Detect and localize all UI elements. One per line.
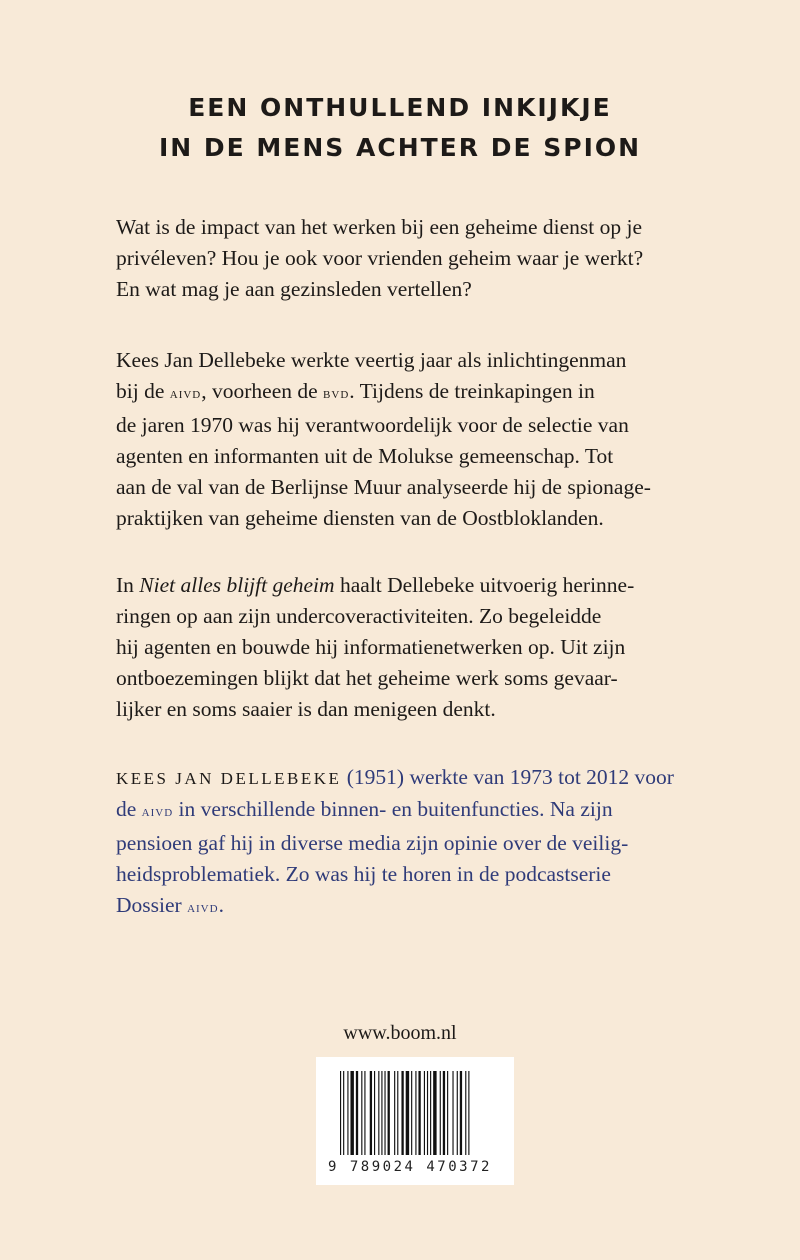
book-line-2: ringen op aan zijn undercoveractiviteiten. Zo begeleidde xyxy=(116,604,602,628)
career-line-2-mid: , voorheen de xyxy=(201,379,324,403)
bio-line-5-start: Dossier xyxy=(116,893,188,917)
career-line-3: de jaren 1970 was hij verantwoordelijk voor de selectie van xyxy=(116,413,629,437)
bio-line-5 xyxy=(116,890,716,924)
career-line-5: aan de val van de Berlijnse Muur analyseerde hij de spionage- xyxy=(116,475,651,499)
barcode-bar xyxy=(394,1071,395,1155)
barcode-bar xyxy=(370,1071,372,1155)
barcode-bar xyxy=(452,1071,453,1155)
bio-line-2 xyxy=(116,794,716,828)
career-line-4: agenten en informanten uit de Molukse gemeenschap. Tot xyxy=(116,444,614,468)
barcode-bar xyxy=(433,1071,436,1155)
barcode-bar xyxy=(350,1071,353,1155)
barcode-bar xyxy=(430,1071,431,1155)
career-line-2 xyxy=(116,376,716,410)
aivd-abbreviation: aivd xyxy=(169,386,202,402)
career-line-6: praktijken van geheime diensten van de Oostbloklanden. xyxy=(116,506,604,530)
book-line-1-start: In xyxy=(116,573,140,597)
career-line-2-end: . Tijdens de treinkapingen in xyxy=(349,379,595,403)
barcode-bar xyxy=(401,1071,403,1155)
bvd-abbreviation: bvd xyxy=(323,386,350,402)
barcode-bar xyxy=(406,1071,409,1155)
barcode-bar xyxy=(411,1071,412,1155)
book-line-1-end: haalt Dellebeke uitvoerig herinne- xyxy=(334,573,635,597)
barcode-bar xyxy=(381,1071,382,1155)
intro-line-3: En wat mag je aan gezinsleden vertellen? xyxy=(116,277,472,301)
bio-line-1-text: (1951) werkte van 1973 tot 2012 voor xyxy=(341,765,674,789)
barcode-bar xyxy=(340,1071,341,1155)
book-line-1 xyxy=(116,570,716,601)
barcode-bar xyxy=(347,1071,348,1155)
barcode-bar xyxy=(443,1071,445,1155)
bio-line-5-end: . xyxy=(218,893,224,917)
book-line-3: hij agenten en bouwde hij informatienetwerken op. Uit zijn xyxy=(116,635,626,659)
career-paragraph xyxy=(116,345,716,534)
author-bio xyxy=(116,762,716,924)
barcode-bar xyxy=(374,1071,375,1155)
bio-aivd-abbreviation-2: aivd xyxy=(187,900,219,916)
book-paragraph xyxy=(116,570,716,725)
book-line-4: ontboezemingen blijkt dat het geheime werk soms gevaar- xyxy=(116,666,618,690)
barcode xyxy=(316,1057,514,1185)
bio-line-2-start: de xyxy=(116,797,142,821)
barcode-bars xyxy=(338,1071,492,1159)
career-line-2-start: bij de xyxy=(116,379,170,403)
publisher-website: www.boom.nl xyxy=(343,1022,457,1044)
headline-line-2: IN DE MENS ACHTER DE SPION xyxy=(158,133,642,162)
barcode-bar xyxy=(361,1071,362,1155)
barcode-bar xyxy=(356,1071,358,1155)
barcode-bar xyxy=(460,1071,462,1155)
book-title: Niet alles blijft geheim xyxy=(139,573,335,597)
isbn-number: 9 789024 470372 xyxy=(328,1159,492,1175)
barcode-bar xyxy=(378,1071,379,1155)
bio-line-1 xyxy=(116,762,716,794)
intro-line-2: privéleven? Hou je ook voor vrienden geheim waar je werkt? xyxy=(116,246,644,270)
bio-line-2-end: in verschillende binnen- en buitenfuncties. Na zijn xyxy=(173,797,613,821)
barcode-bar xyxy=(424,1071,425,1155)
barcode-bar xyxy=(364,1071,365,1155)
book-line-5: lijker en soms saaier is dan menigeen denkt. xyxy=(116,697,496,721)
barcode-bar xyxy=(384,1071,385,1155)
barcode-bar xyxy=(343,1071,344,1155)
author-name: KEES JAN DELLEBEKE xyxy=(116,769,342,788)
barcode-bar xyxy=(418,1071,420,1155)
intro-paragraph xyxy=(116,212,716,305)
barcode-bar xyxy=(447,1071,448,1155)
barcode-bar xyxy=(427,1071,428,1155)
barcode-bar xyxy=(440,1071,441,1155)
barcode-bar xyxy=(457,1071,458,1155)
intro-line-1: Wat is de impact van het werken bij een geheime dienst op je xyxy=(116,215,643,239)
barcode-bar xyxy=(468,1071,469,1155)
bio-line-4: heidsproblematiek. Zo was hij te horen in de podcastserie xyxy=(116,862,611,886)
barcode-bar xyxy=(388,1071,390,1155)
career-line-1: Kees Jan Dellebeke werkte veertig jaar als inlichtingenman xyxy=(116,348,627,372)
headline-line-1: EEN ONTHULLEND INKIJKJE xyxy=(188,93,612,122)
headline xyxy=(0,88,800,168)
barcode-bar xyxy=(397,1071,398,1155)
bio-line-3: pensioen gaf hij in diverse media zijn opinie over de veilig- xyxy=(116,831,629,855)
bio-aivd-abbreviation: aivd xyxy=(141,804,174,820)
barcode-bar xyxy=(465,1071,466,1155)
barcode-bar xyxy=(415,1071,416,1155)
